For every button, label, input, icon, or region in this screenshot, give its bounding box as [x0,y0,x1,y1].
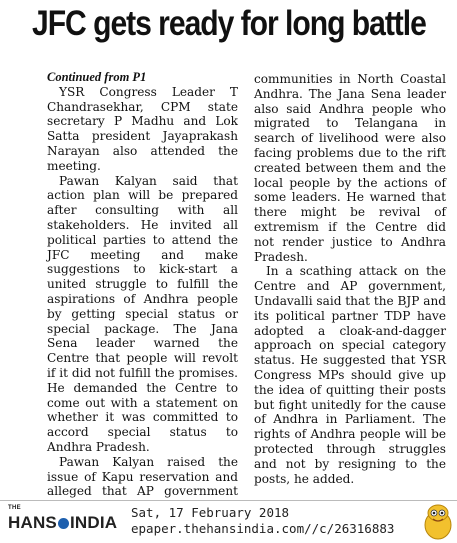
edition-date: Sat, 17 February 2018 [131,505,290,520]
logo-the: THE [8,505,21,511]
logo-hans: HANS [8,513,57,532]
hans-india-logo[interactable] [8,505,118,533]
article-paragraph: Pawan Kalyan said that action plan will be prepared after consulting with all stakeholders. He invited all political parties to attend the JFC meeting and make suggestions to kick-start a united struggle to fulfill the aspirations of Andhra people by getting special status or special package. The Jana Sena leader warned the Centre that people will revolt if it did not fulfill the promises. He demanded the Centre to come out with a statement on whether it was committed to accord special status to Andhra Pradesh. [47,173,238,454]
mascot-icon [422,503,454,541]
globe-icon [58,518,69,529]
logo-india: INDIA [69,513,118,532]
article-paragraph: In a scathing attack on the Centre and AP government, Undavalli said that the BJP and its political partner TDP have adopted a cloak-and-dagger approach on special category status. He suggested that YSR Congress MPs should give up the idea of quitting their posts but fight unitedly for the cause of Andhra in Parliament. The rights of Andhra people will be protected through struggles and not by resigning to the posts, he added. [254,264,446,486]
article-paragraph: Pawan Kalyan raised the issue of Kapu reservation and alleged that AP government [47,454,238,499]
article-paragraph: communities in North Coastal Andhra. The Jana Sena leader also said Andhra people who migrated to Telangana in search of livelihood were also facing problems due to the rift created between them and the local people by the actions of some leaders. He warned that there might be revival of extremism if the Centre did not render justice to Andhra Pradesh. [254,72,446,264]
headline: JFC gets ready for long battle [31,4,426,43]
article-column-left [47,70,238,514]
epaper-url[interactable]: epaper.thehansindia.com//c/26316883 [131,521,395,536]
continued-from-label: Continued from P1 [47,70,147,84]
footer-bar [0,501,457,543]
footer-info [131,505,394,537]
article-column-right [254,72,446,486]
article-paragraph: YSR Congress Leader T Chandrasekhar, CPM state secretary P Madhu and Lok Satta president Jayaprakash Narayan also attended the meeting. [47,84,238,173]
